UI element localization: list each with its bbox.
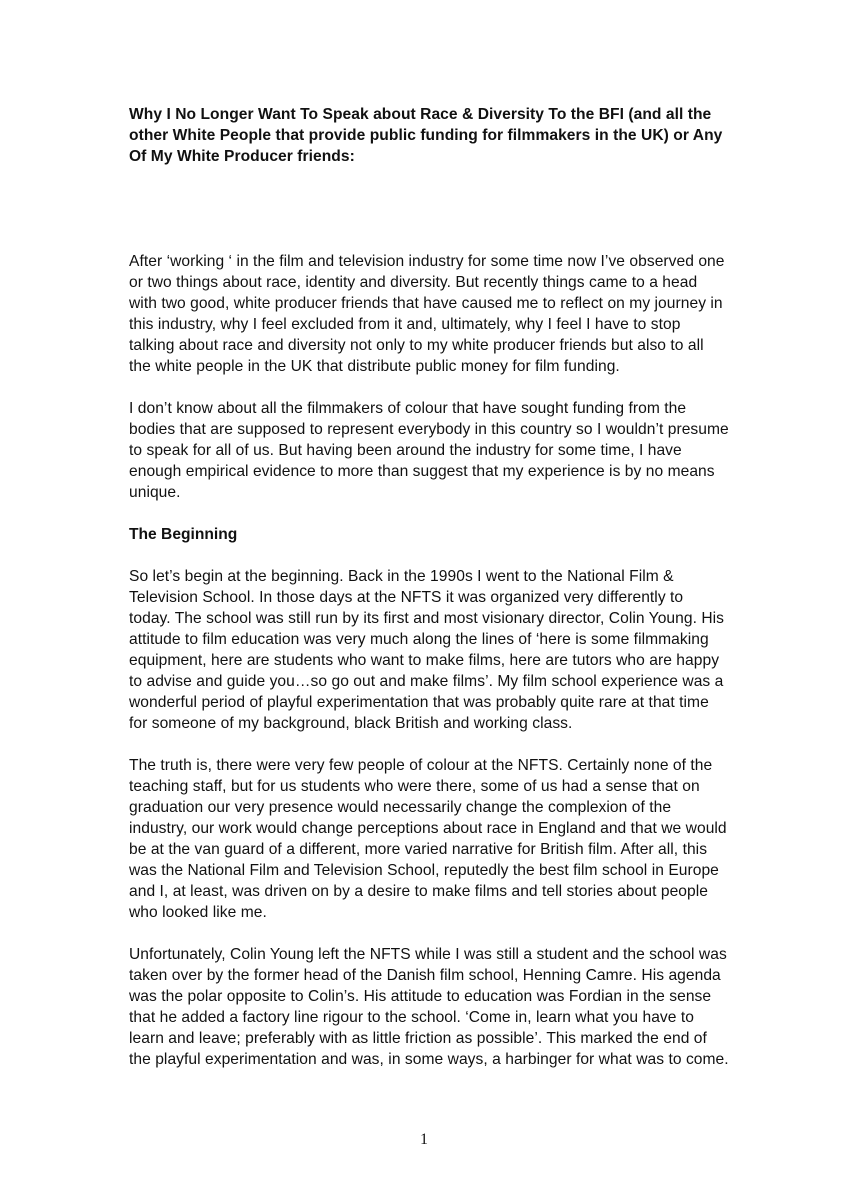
- paragraph-section-3: Unfortunately, Colin Young left the NFTS while I was still a student and the school was taken over by the former head of the Danish film school, Henning Camre. His agenda was the polar opposite to Colin’s. His attitude to education was Fordian in the sense that he added a factory line rigour to the school. ‘Come in, learn what you have to learn and leave; preferably with as little friction as possible’. This marked the end of the playful experimentation and was, in some ways, a harbinger for what was to come.: [129, 946, 729, 1068]
- paragraph-section-2: The truth is, there were very few people of colour at the NFTS. Certainly none of the teaching staff, but for us students who were there, some of us had a sense that on graduation our very presence would necessarily change the complexion of the industry, our work would change perceptions about race in England and that we would be at the van guard of a different, more varied narrative for British film. After all, this was the National Film and Television School, reputedly the best film school in Europe and I, at least, was driven on by a desire to make films and tell stories about people who looked like me.: [129, 757, 727, 921]
- paragraph-section-1: So let’s begin at the beginning. Back in the 1990s I went to the National Film & Television School. In those days at the NFTS it was organized very differently to today. The school was still run by its first and most visionary director, Colin Young. His attitude to film education was very much along the lines of ‘here is some filmmaking equipment, here are students who want to make films, here are tutors who are happy to advise and guide you…so go out and make films’. My film school experience was a wonderful period of playful experimentation that was probably quite rare at that time for someone of my background, black British and working class.: [129, 568, 725, 732]
- paragraph-intro-2: I don’t know about all the filmmakers of colour that have sought funding from the bodies that are supposed to represent everybody in this country so I wouldn’t presume to speak for all of us. But having been around the industry for some time, I have enough empirical evidence to more than suggest that my experience is by no means unique.: [129, 400, 729, 501]
- document-title: Why I No Longer Want To Speak about Race & Diversity To the BFI (and all the other White People that provide public funding for filmmakers in the UK) or Any Of My White Producer friends:: [129, 106, 723, 165]
- paragraph-intro-1: After ‘working ‘ in the film and television industry for some time now I’ve observed one or two things about race, identity and diversity. But recently things came to a head with two good, white producer friends that have caused me to reflect on my journey in this industry, why I feel excluded from it and, ultimately, why I feel I have to stop talking about race and diversity not only to my white producer friends but also to all the white people in the UK that distribute public money for film funding.: [129, 253, 725, 375]
- document-body: [129, 104, 729, 1091]
- section-heading: The Beginning: [129, 526, 238, 543]
- page-number: 1: [420, 1131, 428, 1148]
